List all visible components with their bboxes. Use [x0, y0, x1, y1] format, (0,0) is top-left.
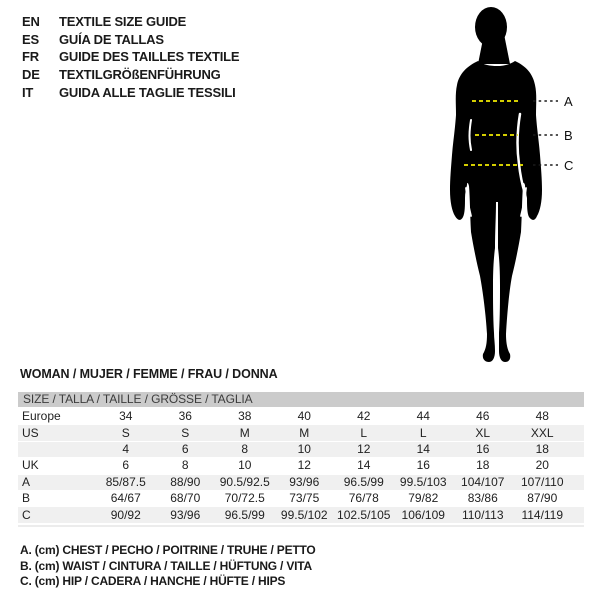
measure-label-b: B: [564, 128, 573, 143]
table-row: [18, 424, 584, 440]
size-table-header: SIZE / TALLA / TAILLE / GRÖSSE / TAGLIA: [18, 392, 584, 407]
size-cell: 12: [357, 441, 371, 456]
size-cell: 40: [297, 409, 311, 424]
size-cell: 8: [181, 458, 189, 473]
size-cell: 10: [297, 441, 311, 456]
size-cell: XXL: [530, 425, 554, 440]
size-cell: 8: [241, 441, 249, 456]
size-cell: 93/96: [289, 474, 320, 489]
row-label: Europe: [22, 409, 61, 424]
language-row: [22, 13, 239, 31]
size-cell: 107/110: [521, 474, 564, 489]
size-cell: 34: [119, 409, 133, 424]
size-cell: 42: [357, 409, 371, 424]
size-cell: 102.5/105: [337, 507, 391, 522]
size-cell: 110/113: [461, 507, 504, 522]
size-cell: 46: [476, 409, 490, 424]
size-cell: 104/107: [461, 474, 505, 489]
row-label: UK: [22, 458, 39, 473]
row-label: US: [22, 425, 39, 440]
language-label: TEXTILE SIZE GUIDE: [59, 14, 187, 30]
size-cell: L: [360, 425, 368, 440]
table-bottom-divider: [18, 525, 584, 527]
size-cell: 18: [535, 441, 549, 456]
row-label: A: [22, 474, 31, 489]
language-row: [22, 48, 239, 66]
language-list: [22, 13, 239, 101]
size-cell: 44: [416, 409, 430, 424]
section-title: WOMAN / MUJER / FEMME / FRAU / DONNA: [20, 367, 278, 381]
table-row: [18, 457, 584, 473]
table-row: [18, 441, 584, 457]
size-cell: M: [239, 425, 250, 440]
row-label: C: [22, 507, 31, 522]
language-label: GUÍA DE TALLAS: [59, 31, 164, 47]
size-cell: 96.5/99: [343, 474, 384, 489]
size-cell: 90/92: [110, 507, 141, 522]
measure-label-a: A: [564, 94, 573, 109]
legend-line-chest: A. (cm) CHEST / PECHO / POITRINE / TRUHE / PETTO: [20, 543, 316, 557]
language-row: [22, 66, 239, 84]
size-table: [18, 392, 584, 527]
size-cell: 6: [122, 458, 130, 473]
size-table-body: [18, 408, 584, 523]
size-cell: 85/87.5: [105, 474, 146, 489]
language-label: GUIDE DES TAILLES TEXTILE: [59, 49, 240, 65]
size-cell: 88/90: [170, 474, 201, 489]
size-cell: 12: [297, 458, 311, 473]
size-cell: 18: [476, 458, 490, 473]
size-cell: 93/96: [170, 507, 201, 522]
language-label: GUIDA ALLE TAGLIE TESSILI: [59, 84, 236, 100]
language-code: DE: [22, 67, 40, 83]
size-cell: 16: [416, 458, 430, 473]
measurement-legend: [20, 543, 316, 590]
size-cell: 90.5/92.5: [219, 474, 270, 489]
woman-silhouette: [450, 7, 542, 362]
measurement-figure: [445, 4, 600, 364]
language-code: EN: [22, 14, 40, 30]
language-code: FR: [22, 49, 39, 65]
size-cell: XL: [475, 425, 491, 440]
size-cell: 83/86: [467, 491, 498, 506]
size-cell: 16: [476, 441, 490, 456]
row-label: B: [22, 491, 31, 506]
language-code: IT: [22, 84, 34, 100]
language-label: TEXTILGRÖßENFÜHRUNG: [59, 67, 221, 83]
size-cell: 14: [416, 441, 430, 456]
legend-line-waist: B. (cm) WAIST / CINTURA / TAILLE / HÜFTUNG / VITA: [20, 558, 312, 573]
table-row: [18, 474, 584, 490]
size-cell: S: [181, 425, 190, 440]
size-cell: 4: [122, 441, 130, 456]
size-cell: 87/90: [527, 491, 558, 506]
size-cell: 48: [535, 409, 549, 424]
size-cell: 6: [181, 441, 189, 456]
size-cell: 96.5/99: [224, 507, 265, 522]
table-row: [18, 490, 584, 506]
size-cell: 36: [178, 409, 192, 424]
size-cell: M: [299, 425, 310, 440]
size-cell: 99.5/103: [399, 474, 447, 489]
size-cell: 14: [357, 458, 371, 473]
table-row: [18, 408, 584, 424]
woman-silhouette-figure: [445, 4, 600, 364]
size-cell: 106/109: [401, 507, 445, 522]
size-cell: 70/72.5: [224, 491, 265, 506]
size-cell: 20: [535, 458, 549, 473]
language-row: [22, 83, 239, 101]
language-code: ES: [22, 31, 39, 47]
size-cell: 79/82: [408, 491, 439, 506]
size-cell: 68/70: [170, 491, 201, 506]
size-cell: 73/75: [289, 491, 320, 506]
size-cell: 38: [238, 409, 252, 424]
table-row: [18, 506, 584, 522]
size-cell: 10: [238, 458, 252, 473]
legend-line-hip: C. (cm) HIP / CADERA / HANCHE / HÜFTE / HIPS: [20, 574, 286, 588]
size-cell: 99.5/102: [280, 507, 328, 522]
size-cell: 64/67: [110, 491, 141, 506]
size-cell: 76/78: [348, 491, 379, 506]
size-cell: L: [419, 425, 427, 440]
measure-label-c: C: [564, 158, 574, 173]
language-row: [22, 31, 239, 49]
size-cell: S: [121, 425, 130, 440]
size-cell: 114/119: [521, 507, 564, 522]
